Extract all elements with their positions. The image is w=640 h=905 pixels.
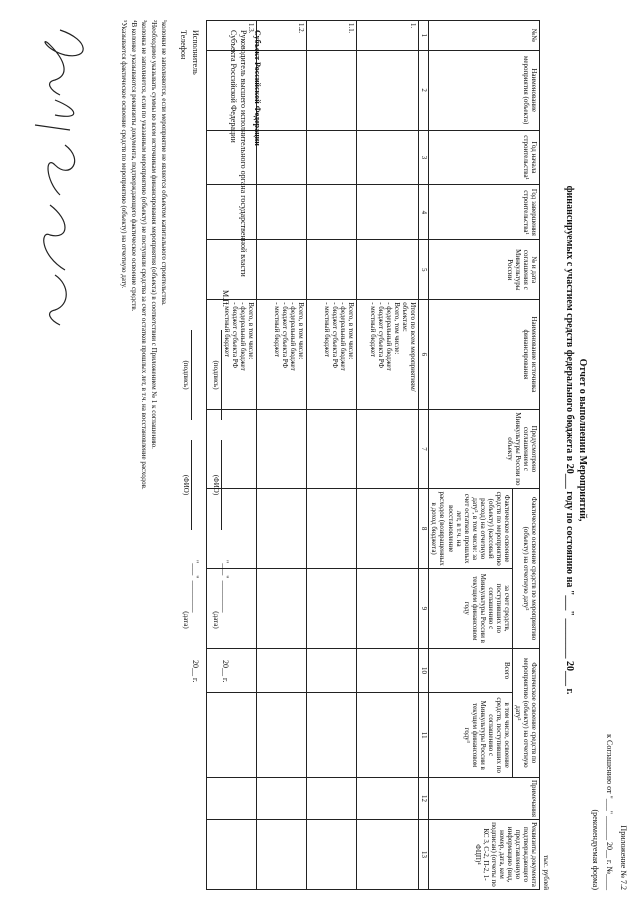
col-number: 5 <box>419 240 429 300</box>
exec-date-blank: "___" ________ <box>191 560 200 613</box>
col-header-4: Год завершения строительства¹ <box>429 185 540 240</box>
col-header-7: Предусмотрено соглашением с Минкультуры России по объекту <box>429 409 540 489</box>
source-line: - бюджет субъекта РФ <box>231 302 240 369</box>
sign-caption: (подпись) <box>212 360 220 390</box>
exec-name-line <box>191 440 192 530</box>
exec-name-caption: (ФИО) <box>182 474 190 496</box>
year-blank: 20__ г. <box>221 660 230 683</box>
date-blank: "___" ________ <box>221 560 230 613</box>
col-number: 3 <box>419 130 429 185</box>
region-label: Субъект Российской Федерации <box>253 30 262 146</box>
report-title-line1: Отчет о выполнении Мероприятий, <box>577 358 588 522</box>
col-number: 12 <box>419 778 429 820</box>
col-number: 8 <box>419 489 429 569</box>
recommended-form: (рекомендуемая форма) <box>591 809 600 890</box>
name-caption: (ФИО) <box>212 474 220 496</box>
group-header-fact-2: Фактическое освоение средств по мероприятию (объекту) на отчетную дату² <box>512 648 539 777</box>
col-number: 10 <box>419 648 429 693</box>
col-number: 9 <box>419 569 429 649</box>
source-line: Всего, в том числе: <box>247 302 256 360</box>
source-line: - местный бюджет <box>369 302 378 358</box>
handwritten-signature <box>20 20 100 340</box>
footnote: ³колонка не заполняется, если по указанным мероприятию (объекту) не поступили средства за счет остатков прошлых лет, в т.ч. на восстановление расходов. <box>140 20 148 490</box>
source-list <box>257 300 307 409</box>
col-header-13: Реквизиты документа подтверждающего представленную информацию (вид, номер, дата, кем подписан) (отчеты по КС 3, С-2, П-2, 1-ФЦП)⁴ <box>429 820 540 890</box>
col-number: 4 <box>419 185 429 240</box>
exec-sign-caption: (подпись) <box>182 360 190 390</box>
source-line: Итого по всем мероприятиям/объектам: <box>401 302 418 392</box>
group-header-fact: Фактическое освоение средств по мероприятию (объекту) на отчетную дату² <box>512 489 539 648</box>
col-number: 7 <box>419 409 429 489</box>
col-header-3: Год начала строительства¹ <box>429 130 540 185</box>
source-line: - бюджет субъекта РФ <box>377 302 386 369</box>
col-header-2: Наименование мероприятия (объекта) <box>429 50 540 130</box>
col-header-9: за счет средств, поступивших по соглашению с Минкультуры России в текущем финансовом году <box>429 569 512 649</box>
executor-label: Исполнитель <box>191 30 200 75</box>
col-number: 1 <box>419 21 429 51</box>
source-line: - федеральный бюджет <box>385 302 394 371</box>
report-title-line2: финансируемых с участием средств федерального бюджета в 20___ году по состоянию на "___" ________ 20___ г. <box>564 185 575 695</box>
source-line: Всего, в том числе: <box>297 302 306 360</box>
source-line: Всего, том числе: <box>393 302 402 355</box>
official-label: Руководитель высшего исполнительного органа государственной власти Субъекта Российской Федерации <box>229 30 248 277</box>
sign-line <box>221 330 222 420</box>
col-header-10: Всего <box>429 648 512 693</box>
row-number: 1.1. <box>307 21 357 51</box>
source-line: - местный бюджет <box>223 302 232 358</box>
mp-label: М.П. <box>221 290 230 307</box>
col-header-8: Фактическое освоение средств по мероприятию (объекту) (кассовый расход) на отчетную дату², в том числе: за счет остатков прошлых лет, в т.ч. на восстановление расходов (возвращенных в доход бюджета) <box>429 489 512 569</box>
col-header-6: Наименование источника финансирования <box>429 300 540 409</box>
col-header-1: №№ <box>429 21 540 51</box>
name-line <box>221 440 222 530</box>
source-line: - местный бюджет <box>273 302 282 358</box>
source-line: - местный бюджет <box>323 302 332 358</box>
footnote: ¹колонки не заполняются, если мероприятие не является объектом капитального строительства. <box>160 20 168 306</box>
exec-date-caption: (дата) <box>182 611 190 629</box>
col-header-5: № и дата соглашения с Минкультуры России <box>429 240 540 300</box>
source-line: - федеральный бюджет <box>339 302 348 371</box>
exec-year-blank: 20__ г. <box>191 660 200 683</box>
col-header-11: в том числе, освоение средств, поступивших по соглашению с Минкультуры России в текущем финансовом году³ <box>429 693 512 778</box>
source-list-total <box>357 300 419 409</box>
row-number: 1. <box>357 21 419 51</box>
footnote: ²Необходимо указывать суммы во всем источникам финансирования мероприятия (объекта) в соответствии с Приложением № 1 к соглашению. <box>150 20 158 449</box>
footnote: ⁴В колонке указываются реквизиты документа, подтверждающего фактическое освоение средств. <box>130 20 138 312</box>
source-line: Всего, в том числе: <box>347 302 356 360</box>
row-number: 1.3. <box>207 21 257 51</box>
col-number: 2 <box>419 50 429 130</box>
col-number: 11 <box>419 693 429 778</box>
phone-label: Телефон <box>179 30 188 60</box>
col-number: 13 <box>419 820 429 890</box>
col-number: 6 <box>419 300 429 409</box>
source-line: - бюджет субъекта РФ <box>331 302 340 369</box>
row-number: 1.2. <box>257 21 307 51</box>
source-list <box>307 300 357 409</box>
footnote: ⁵Указывается фактическое освоение средств по мероприятию (объекту) на отчетную дату. <box>120 20 128 289</box>
source-line: - федеральный бюджет <box>239 302 248 371</box>
col-header-12: Примечания <box>429 778 540 820</box>
date-caption: (дата) <box>212 611 220 629</box>
source-line: - федеральный бюджет <box>289 302 298 371</box>
exec-sign-line <box>191 330 192 420</box>
source-line: - бюджет субъекта РФ <box>281 302 290 369</box>
appendix-number: Приложение № 7.2 <box>619 825 628 890</box>
units-label: тыс. рублей <box>542 855 550 890</box>
agreement-line: к Соглашению от "___" ______ 20__ г. №____ <box>605 734 614 890</box>
